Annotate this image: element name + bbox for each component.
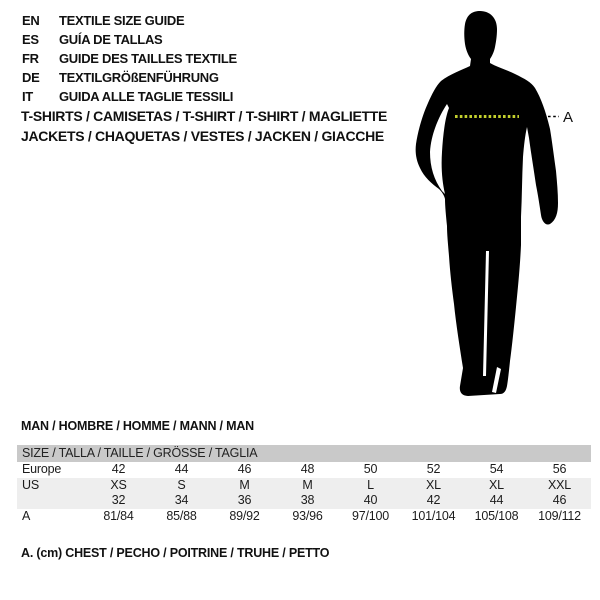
lang-code: DE [22,70,40,85]
language-list [22,11,237,106]
table-cell: 56 [552,462,567,476]
table-cell: XL [426,477,441,492]
row-label [17,493,87,509]
lang-row-es [22,30,237,49]
table-cell: 89/92 [229,508,260,523]
lang-label: GUIDA ALLE TAGLIE TESSILI [59,89,234,104]
table-cell: 48 [300,462,315,476]
table-cell: M [302,477,313,492]
table-cell: 40 [363,493,378,507]
table-cell: 46 [552,493,567,507]
table-row-us-numeric [17,493,591,509]
man-silhouette-figure [400,5,600,400]
table-cell: 85/88 [166,508,197,523]
table-cell: 38 [300,493,315,507]
table-cell: L [367,477,374,492]
size-table [17,445,591,524]
table-cell: 54 [489,462,504,476]
size-table-header: SIZE / TALLA / TAILLE / GRÖSSE / TAGLIA [17,445,591,462]
table-cell: 81/84 [103,508,134,523]
table-cell: 42 [111,462,126,476]
table-cell: XL [489,477,504,492]
man-silhouette-shape [416,11,558,396]
table-cell: 46 [237,462,252,476]
table-cell: 44 [174,462,189,476]
measure-label-a: A [563,109,574,126]
table-cell: S [177,477,186,492]
table-cell: 105/108 [474,508,519,523]
lang-label: TEXTILE SIZE GUIDE [59,13,185,28]
table-cell: M [239,477,250,492]
lang-label: GUÍA DE TALLAS [59,32,163,47]
table-cell: XS [110,477,127,492]
row-label: US [22,477,39,492]
table-cell: 101/104 [411,508,456,523]
section-title-man: MAN / HOMBRE / HOMME / MANN / MAN [21,419,254,433]
lang-code: IT [22,89,33,104]
lang-code: EN [22,13,40,28]
table-row-chest-a [17,509,591,525]
lang-code: FR [22,51,39,66]
table-row-europe [17,462,591,478]
lang-row-de [22,68,237,87]
category-jackets: JACKETS / CHAQUETAS / VESTES / JACKEN / GIACCHE [21,128,384,144]
table-cell: XXL [547,477,572,492]
table-cell: 36 [237,493,252,507]
lang-row-fr [22,49,237,68]
lang-row-en [22,11,237,30]
table-cell: 50 [363,462,378,476]
lang-code: ES [22,32,39,47]
table-cell: 109/112 [538,508,581,523]
measurement-footnote: A. (cm) CHEST / PECHO / POITRINE / TRUHE / PETTO [21,546,330,560]
table-cell: 32 [111,493,126,507]
table-cell: 93/96 [292,508,323,523]
table-cell: 52 [426,462,441,476]
lang-label: GUIDE DES TAILLES TEXTILE [59,51,237,66]
table-cell: 97/100 [351,508,390,523]
table-cell: 34 [174,493,189,507]
row-label: A [22,508,31,523]
row-label: Europe [22,462,62,476]
category-tshirts: T-SHIRTS / CAMISETAS / T-SHIRT / T-SHIRT / MAGLIETTE [21,108,388,124]
table-row-us [17,478,591,494]
table-cell: 42 [426,493,441,507]
category-titles [21,106,387,146]
lang-label: TEXTILGRÖßENFÜHRUNG [59,70,219,85]
lang-row-it [22,87,237,106]
man-silhouette-svg [400,5,600,400]
table-cell: 44 [489,493,504,507]
